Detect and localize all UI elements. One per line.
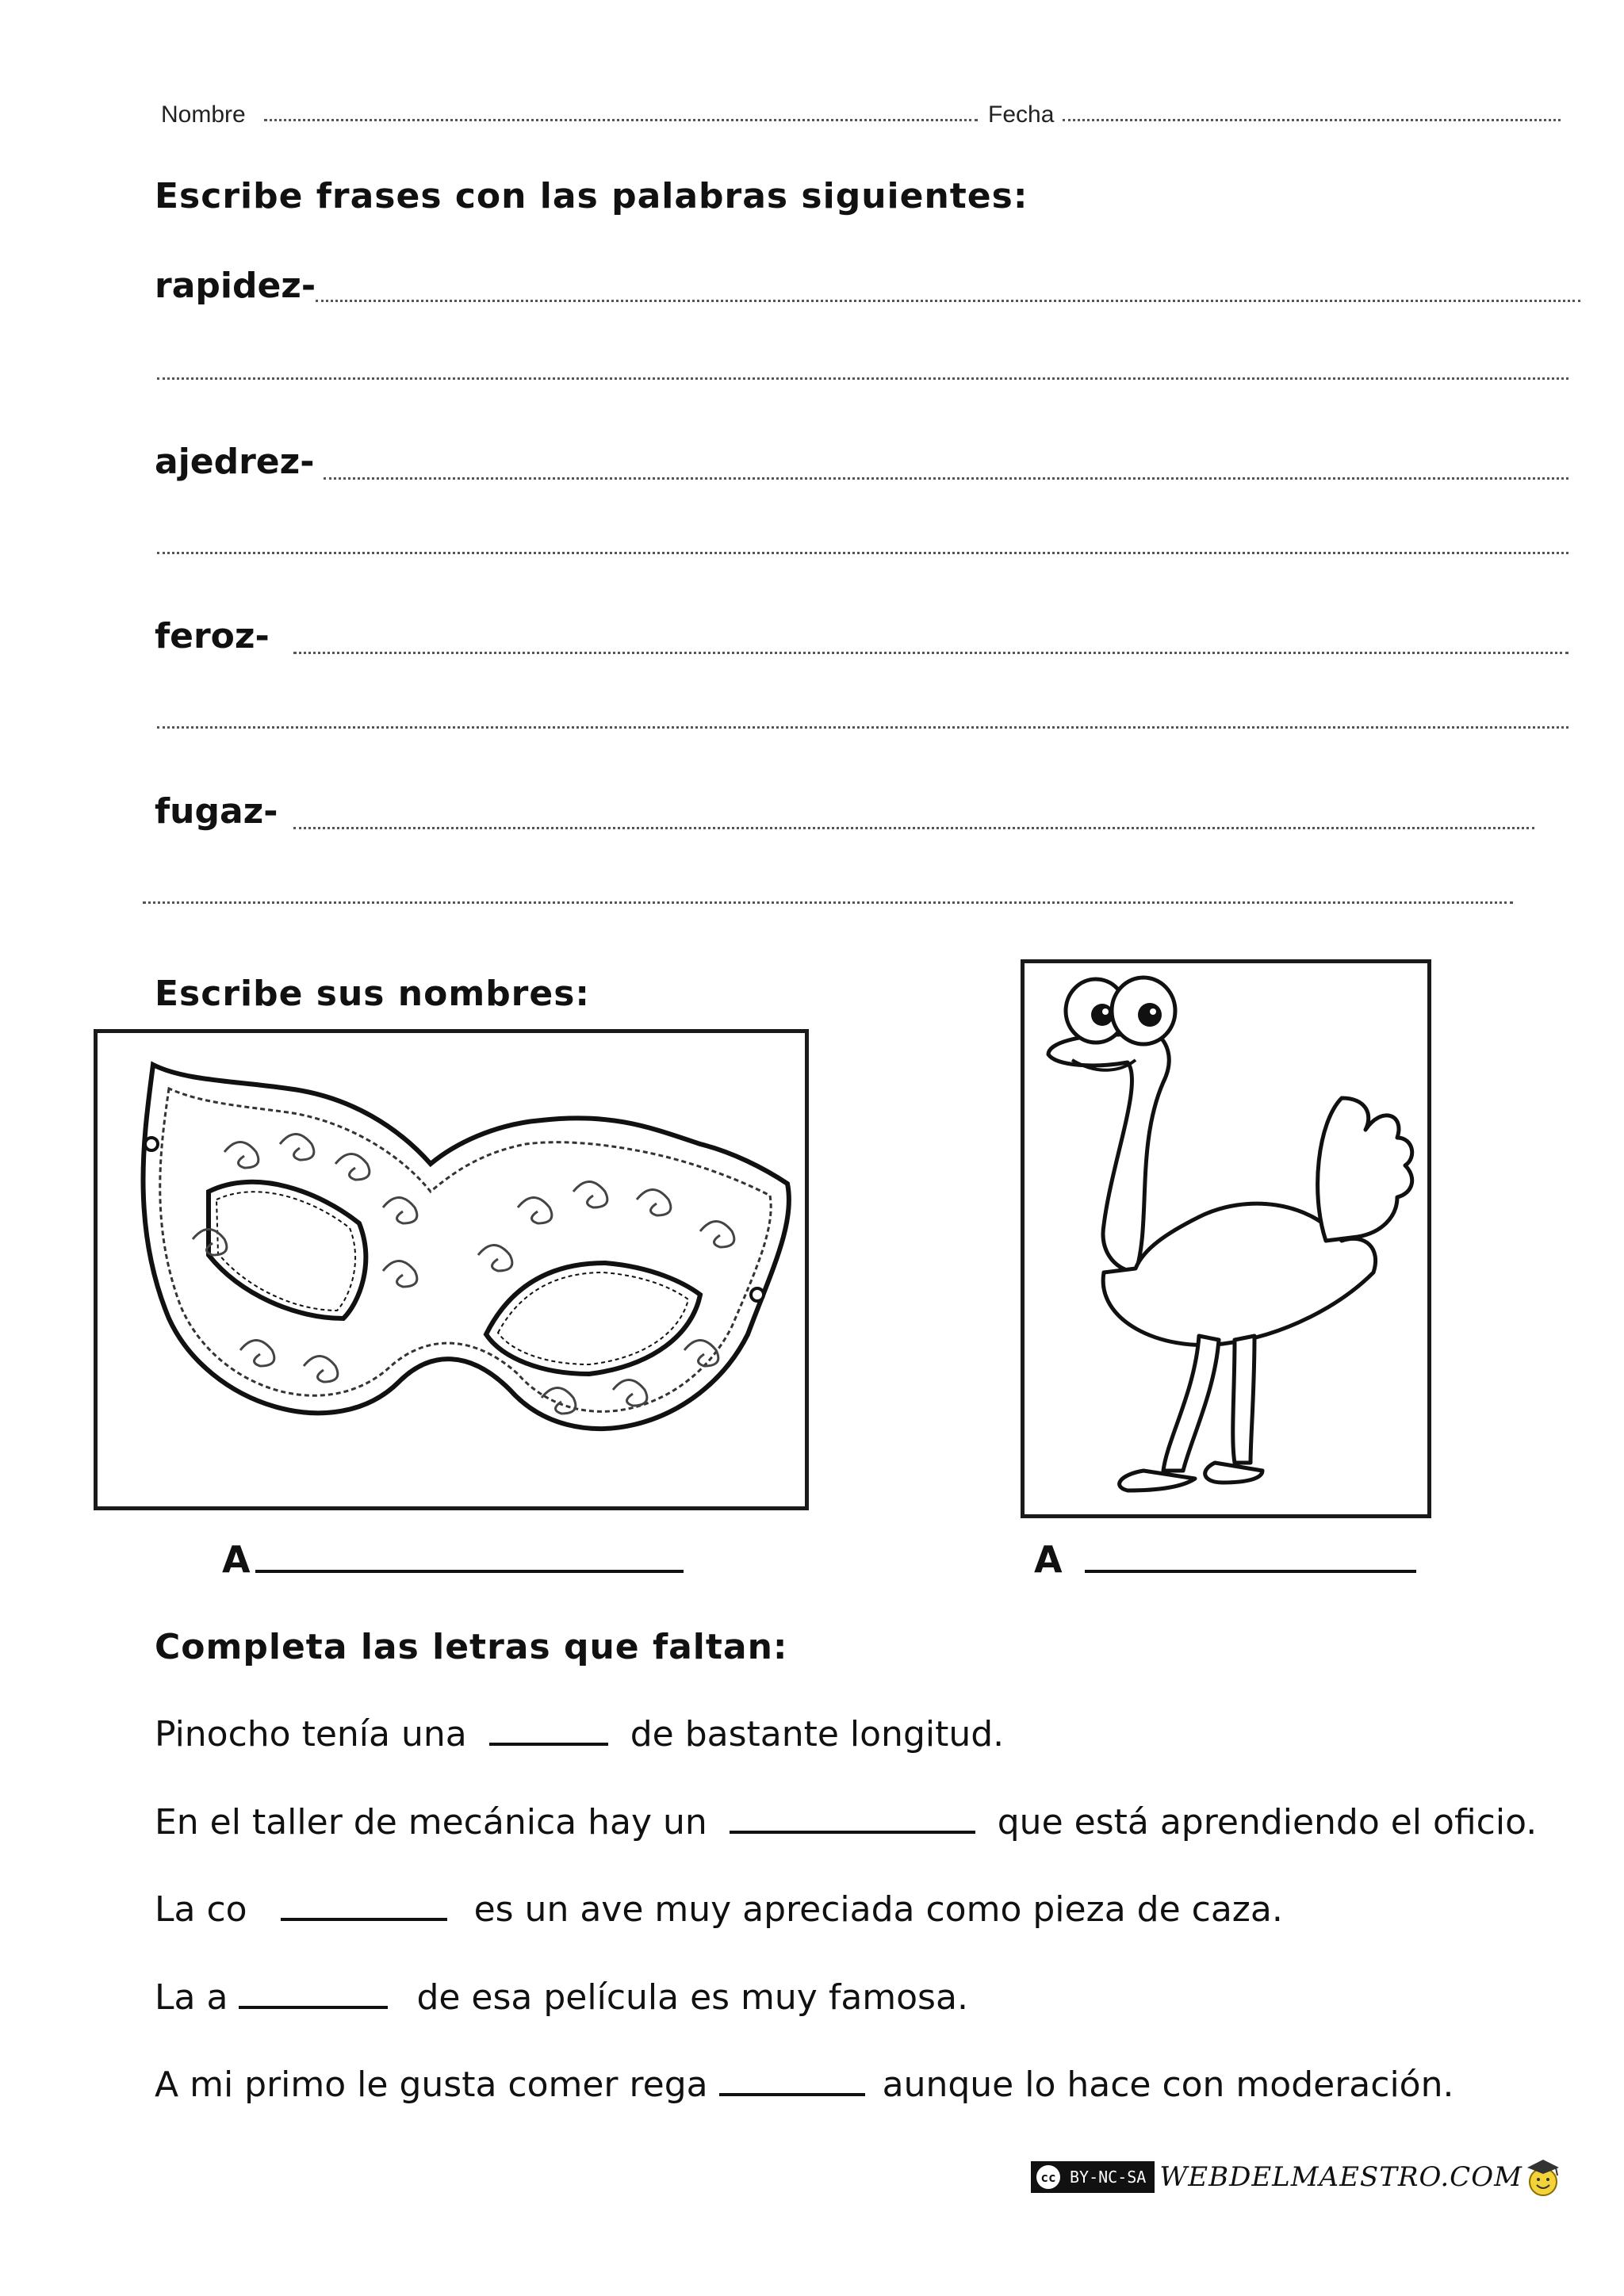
date-label: Fecha bbox=[988, 101, 1055, 128]
sentence-4 bbox=[155, 1977, 968, 2018]
sentence-5-after: aunque lo hace con moderación. bbox=[882, 2064, 1454, 2105]
answer-line-ajedrez-2[interactable] bbox=[157, 552, 1568, 554]
answer-line-fugaz-1[interactable] bbox=[293, 827, 1534, 829]
sentence-1-after: de bastante longitud. bbox=[630, 1714, 1005, 1755]
answer-line-feroz-2[interactable] bbox=[157, 726, 1568, 729]
cc-license-badge[interactable] bbox=[1031, 2161, 1155, 2193]
name-label: Nombre bbox=[161, 101, 246, 128]
sentence-2 bbox=[155, 1802, 1537, 1843]
ostrich-answer-prefix: A bbox=[1034, 1538, 1063, 1581]
sentence-1-before: Pinocho tenía una bbox=[155, 1714, 467, 1755]
sentence-4-after: de esa película es muy famosa. bbox=[416, 1977, 968, 2018]
sentence-3-after: es un ave muy apreciada como pieza de caza. bbox=[473, 1889, 1283, 1930]
answer-line-ajedrez-1[interactable] bbox=[324, 477, 1568, 480]
sentence-1-blank[interactable] bbox=[489, 1719, 608, 1746]
sentence-3 bbox=[155, 1889, 1283, 1930]
sentence-5-before: A mi primo le gusta comer rega bbox=[155, 2064, 708, 2105]
sentence-1 bbox=[155, 1714, 1004, 1755]
mask-answer-line[interactable] bbox=[255, 1570, 684, 1573]
sentence-2-before: En el taller de mecánica hay un bbox=[155, 1802, 707, 1843]
answer-line-feroz-1[interactable] bbox=[293, 652, 1568, 654]
ostrich-answer-line[interactable] bbox=[1085, 1570, 1416, 1573]
word-feroz: feroz- bbox=[155, 616, 270, 656]
sentence-4-before: La a bbox=[155, 1977, 228, 2018]
smiley-graduate-icon bbox=[1524, 2156, 1562, 2198]
footer-credit bbox=[1031, 2156, 1562, 2198]
word-fugaz: fugaz- bbox=[155, 791, 278, 832]
section2-title: Escribe sus nombres: bbox=[155, 974, 591, 1014]
sentence-5 bbox=[155, 2064, 1454, 2105]
sentence-2-blank[interactable] bbox=[730, 1807, 975, 1834]
sentence-5-blank[interactable] bbox=[719, 2069, 865, 2096]
word-rapidez: rapidez- bbox=[155, 266, 316, 306]
answer-line-rapidez-1[interactable] bbox=[316, 300, 1580, 302]
answer-line-fugaz-2[interactable] bbox=[143, 901, 1513, 904]
cc-icon: cc bbox=[1036, 2165, 1060, 2189]
sentence-4-blank[interactable] bbox=[239, 1982, 388, 2009]
sentence-2-after: que está aprendiendo el oficio. bbox=[997, 1802, 1538, 1843]
carnival-mask-icon bbox=[98, 1033, 805, 1506]
word-ajedrez: ajedrez- bbox=[155, 442, 315, 482]
mask-picture-frame bbox=[94, 1029, 809, 1510]
license-label: BY-NC-SA bbox=[1070, 2168, 1147, 2187]
date-field[interactable] bbox=[1063, 119, 1561, 121]
sentence-3-before: La co bbox=[155, 1889, 247, 1930]
section3-title: Completa las letras que faltan: bbox=[155, 1627, 788, 1667]
answer-line-rapidez-2[interactable] bbox=[157, 377, 1568, 380]
name-field[interactable] bbox=[264, 119, 978, 121]
site-name[interactable]: WEBDELMAESTRO.COM bbox=[1159, 2161, 1522, 2193]
ostrich-picture-frame bbox=[1021, 959, 1431, 1518]
ostrich-icon bbox=[1025, 963, 1427, 1514]
sentence-3-blank[interactable] bbox=[281, 1894, 447, 1921]
section1-title: Escribe frases con las palabras siguientes: bbox=[155, 176, 1028, 216]
mask-answer-prefix: A bbox=[222, 1538, 251, 1581]
